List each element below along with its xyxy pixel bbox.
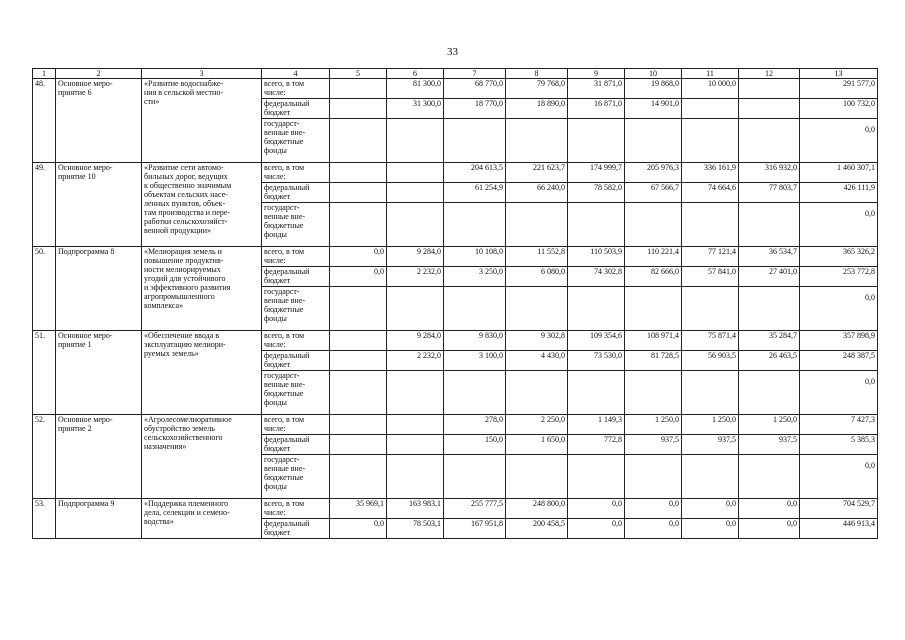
funding-source: всего, в том числе: (262, 499, 330, 519)
value-cell (330, 163, 387, 183)
value-cell (330, 415, 387, 435)
column-header: 3 (142, 69, 262, 79)
value-cell: 100 732,0 (800, 99, 878, 119)
value-cell: 81 300,0 (387, 79, 444, 99)
funding-source: государст- венные вне- бюджетные фонды (262, 455, 330, 499)
value-cell: 66 240,0 (506, 183, 568, 203)
value-cell: 0,0 (800, 455, 878, 499)
value-cell: 0,0 (682, 499, 739, 519)
value-cell (330, 119, 387, 163)
value-cell (387, 119, 444, 163)
value-cell: 1 250,0 (625, 415, 682, 435)
table-row (33, 163, 878, 183)
value-cell (682, 371, 739, 415)
value-cell: 0,0 (682, 519, 739, 539)
value-cell: 3 250,0 (444, 267, 506, 287)
value-cell: 78 582,0 (568, 183, 625, 203)
value-cell: 365 326,2 (800, 247, 878, 267)
value-cell: 74 302,8 (568, 267, 625, 287)
value-cell: 336 161,9 (682, 163, 739, 183)
funding-source: федеральный бюджет (262, 519, 330, 539)
value-cell: 1 149,3 (568, 415, 625, 435)
value-cell (330, 79, 387, 99)
value-cell (330, 371, 387, 415)
value-cell (625, 287, 682, 331)
value-cell (739, 455, 800, 499)
value-cell: 0,0 (739, 499, 800, 519)
value-cell: 82 666,0 (625, 267, 682, 287)
value-cell: 19 868,0 (625, 79, 682, 99)
value-cell: 0,0 (800, 119, 878, 163)
row-type: Основное меро- приятие 10 (56, 163, 142, 247)
value-cell (330, 203, 387, 247)
funding-source: государст- венные вне- бюджетные фонды (262, 119, 330, 163)
value-cell (506, 455, 568, 499)
row-type: Подпрограмма 9 (56, 499, 142, 539)
value-cell: 937,5 (625, 435, 682, 455)
value-cell (739, 99, 800, 119)
value-cell (444, 371, 506, 415)
value-cell: 77 121,4 (682, 247, 739, 267)
value-cell: 68 770,0 (444, 79, 506, 99)
value-cell: 2 232,0 (387, 267, 444, 287)
value-cell: 14 901,0 (625, 99, 682, 119)
value-cell (739, 203, 800, 247)
value-cell (387, 203, 444, 247)
value-cell: 81 728,5 (625, 351, 682, 371)
value-cell: 200 458,5 (506, 519, 568, 539)
column-header: 2 (56, 69, 142, 79)
row-number: 52. (33, 415, 56, 499)
value-cell: 9 830,0 (444, 331, 506, 351)
page-number: 33 (447, 46, 458, 58)
value-cell: 18 890,0 (506, 99, 568, 119)
value-cell (444, 203, 506, 247)
value-cell: 57 841,0 (682, 267, 739, 287)
funding-source: федеральный бюджет (262, 267, 330, 287)
funding-source: всего, в том числе: (262, 79, 330, 99)
funding-source: всего, в том числе: (262, 163, 330, 183)
value-cell: 11 552,8 (506, 247, 568, 267)
funding-source: федеральный бюджет (262, 183, 330, 203)
value-cell (568, 119, 625, 163)
value-cell: 357 898,9 (800, 331, 878, 351)
value-cell: 0,0 (625, 499, 682, 519)
value-cell: 77 803,7 (739, 183, 800, 203)
value-cell (625, 455, 682, 499)
value-cell: 204 613,5 (444, 163, 506, 183)
value-cell (330, 331, 387, 351)
funding-source: всего, в том числе: (262, 331, 330, 351)
value-cell: 74 664,6 (682, 183, 739, 203)
value-cell: 5 385,3 (800, 435, 878, 455)
value-cell (387, 287, 444, 331)
value-cell: 108 971,4 (625, 331, 682, 351)
row-number: 49. (33, 163, 56, 247)
value-cell: 110 503,9 (568, 247, 625, 267)
row-number: 50. (33, 247, 56, 331)
value-cell: 1 460 307,1 (800, 163, 878, 183)
value-cell: 10 000,0 (682, 79, 739, 99)
value-cell: 0,0 (330, 247, 387, 267)
header-row (33, 69, 878, 79)
value-cell: 7 427,3 (800, 415, 878, 435)
value-cell: 291 577,0 (800, 79, 878, 99)
value-cell: 27 401,0 (739, 267, 800, 287)
value-cell: 0,0 (625, 519, 682, 539)
value-cell (682, 203, 739, 247)
table-row (33, 79, 878, 99)
value-cell (625, 371, 682, 415)
value-cell: 35 969,1 (330, 499, 387, 519)
value-cell (444, 287, 506, 331)
value-cell: 0,0 (800, 203, 878, 247)
value-cell: 35 284,7 (739, 331, 800, 351)
value-cell (568, 455, 625, 499)
column-header: 5 (330, 69, 387, 79)
value-cell: 78 503,1 (387, 519, 444, 539)
funding-source: государст- венные вне- бюджетные фонды (262, 371, 330, 415)
funding-source: всего, в том числе: (262, 415, 330, 435)
value-cell (682, 119, 739, 163)
value-cell: 0,0 (800, 371, 878, 415)
value-cell: 253 772,8 (800, 267, 878, 287)
column-header: 8 (506, 69, 568, 79)
column-header: 1 (33, 69, 56, 79)
row-title: «Развитие водоснабже- ния в сельской местно- сти» (142, 79, 262, 163)
value-cell (506, 371, 568, 415)
value-cell: 937,5 (682, 435, 739, 455)
column-header: 10 (625, 69, 682, 79)
row-type: Подпрограмма 8 (56, 247, 142, 331)
value-cell: 3 100,0 (444, 351, 506, 371)
column-header: 13 (800, 69, 878, 79)
value-cell: 1 650,0 (506, 435, 568, 455)
value-cell: 110 221,4 (625, 247, 682, 267)
value-cell (506, 119, 568, 163)
value-cell: 167 951,8 (444, 519, 506, 539)
value-cell: 16 871,0 (568, 99, 625, 119)
column-header: 6 (387, 69, 444, 79)
table-row (33, 247, 878, 267)
value-cell (682, 455, 739, 499)
value-cell (330, 287, 387, 331)
row-title: «Агролесомелиоративное обустройство земель сельскохозяйственного назначения» (142, 415, 262, 499)
value-cell (568, 371, 625, 415)
row-type: Основное меро- приятие 2 (56, 415, 142, 499)
value-cell (739, 287, 800, 331)
table-row (33, 499, 878, 519)
funding-source: федеральный бюджет (262, 435, 330, 455)
row-number: 48. (33, 79, 56, 163)
value-cell (625, 119, 682, 163)
value-cell: 9 284,0 (387, 331, 444, 351)
value-cell: 704 529,7 (800, 499, 878, 519)
funding-source: всего, в том числе: (262, 247, 330, 267)
column-header: 9 (568, 69, 625, 79)
value-cell (330, 455, 387, 499)
value-cell (387, 435, 444, 455)
value-cell: 79 768,0 (506, 79, 568, 99)
value-cell (739, 79, 800, 99)
row-title: «Мелиорация земель и повышение продуктив- ности мелиорируемых угодий для устойчивого и эффективного развития агропромышленного комплекса» (142, 247, 262, 331)
value-cell (568, 203, 625, 247)
value-cell: 2 232,0 (387, 351, 444, 371)
budget-table (32, 68, 878, 539)
value-cell: 26 463,5 (739, 351, 800, 371)
value-cell: 31 300,0 (387, 99, 444, 119)
funding-source: федеральный бюджет (262, 351, 330, 371)
value-cell: 937,5 (739, 435, 800, 455)
funding-source: государст- венные вне- бюджетные фонды (262, 203, 330, 247)
row-type: Основное меро- приятие 1 (56, 331, 142, 415)
column-header: 7 (444, 69, 506, 79)
value-cell (330, 351, 387, 371)
value-cell (387, 163, 444, 183)
value-cell: 174 999,7 (568, 163, 625, 183)
value-cell: 4 430,0 (506, 351, 568, 371)
value-cell: 61 254,9 (444, 183, 506, 203)
value-cell: 9 302,8 (506, 331, 568, 351)
value-cell (625, 203, 682, 247)
value-cell: 0,0 (739, 519, 800, 539)
value-cell: 73 530,0 (568, 351, 625, 371)
value-cell: 446 913,4 (800, 519, 878, 539)
row-title: «Обеспечение ввода в эксплуатацию мелиори- руемых земель» (142, 331, 262, 415)
value-cell (506, 203, 568, 247)
funding-source: федеральный бюджет (262, 99, 330, 119)
value-cell (387, 183, 444, 203)
value-cell: 205 976,3 (625, 163, 682, 183)
value-cell: 772,8 (568, 435, 625, 455)
table-row (33, 415, 878, 435)
table-row (33, 331, 878, 351)
column-header: 12 (739, 69, 800, 79)
value-cell: 56 903,5 (682, 351, 739, 371)
value-cell: 0,0 (800, 287, 878, 331)
value-cell (330, 183, 387, 203)
value-cell: 6 080,0 (506, 267, 568, 287)
value-cell: 67 566,7 (625, 183, 682, 203)
value-cell: 0,0 (568, 499, 625, 519)
value-cell (387, 371, 444, 415)
value-cell: 1 250,0 (682, 415, 739, 435)
row-type: Основное меро- приятие 6 (56, 79, 142, 163)
value-cell (387, 455, 444, 499)
row-title: «Поддержка племенного дела, селекции и семено- водства» (142, 499, 262, 539)
value-cell: 31 871,0 (568, 79, 625, 99)
value-cell (330, 435, 387, 455)
value-cell: 2 250,0 (506, 415, 568, 435)
value-cell: 248 387,5 (800, 351, 878, 371)
value-cell: 221 623,7 (506, 163, 568, 183)
value-cell (739, 119, 800, 163)
value-cell: 9 284,0 (387, 247, 444, 267)
value-cell (387, 415, 444, 435)
value-cell (682, 287, 739, 331)
value-cell: 0,0 (330, 267, 387, 287)
value-cell: 1 250,0 (739, 415, 800, 435)
value-cell: 36 534,7 (739, 247, 800, 267)
value-cell: 18 770,0 (444, 99, 506, 119)
value-cell: 163 983,1 (387, 499, 444, 519)
value-cell (444, 455, 506, 499)
funding-source: государст- венные вне- бюджетные фонды (262, 287, 330, 331)
value-cell (568, 287, 625, 331)
value-cell: 75 871,4 (682, 331, 739, 351)
value-cell (506, 287, 568, 331)
value-cell: 109 354,6 (568, 331, 625, 351)
value-cell: 0,0 (330, 519, 387, 539)
column-header: 4 (262, 69, 330, 79)
value-cell (682, 99, 739, 119)
value-cell (739, 371, 800, 415)
row-number: 53. (33, 499, 56, 539)
value-cell: 0,0 (568, 519, 625, 539)
column-header: 11 (682, 69, 739, 79)
row-title: «Развитие сети автомо- бильных дорог, ведущих к общественно значимым объектам сельских насе- ленных пунктов, объек- там производства и пере- работки сельскохозяйст- венной продукции» (142, 163, 262, 247)
row-number: 51. (33, 331, 56, 415)
value-cell: 278,0 (444, 415, 506, 435)
value-cell: 255 777,5 (444, 499, 506, 519)
value-cell: 426 111,9 (800, 183, 878, 203)
value-cell: 316 932,0 (739, 163, 800, 183)
value-cell: 150,0 (444, 435, 506, 455)
value-cell (444, 119, 506, 163)
value-cell: 248 800,0 (506, 499, 568, 519)
value-cell: 10 108,0 (444, 247, 506, 267)
value-cell (330, 99, 387, 119)
